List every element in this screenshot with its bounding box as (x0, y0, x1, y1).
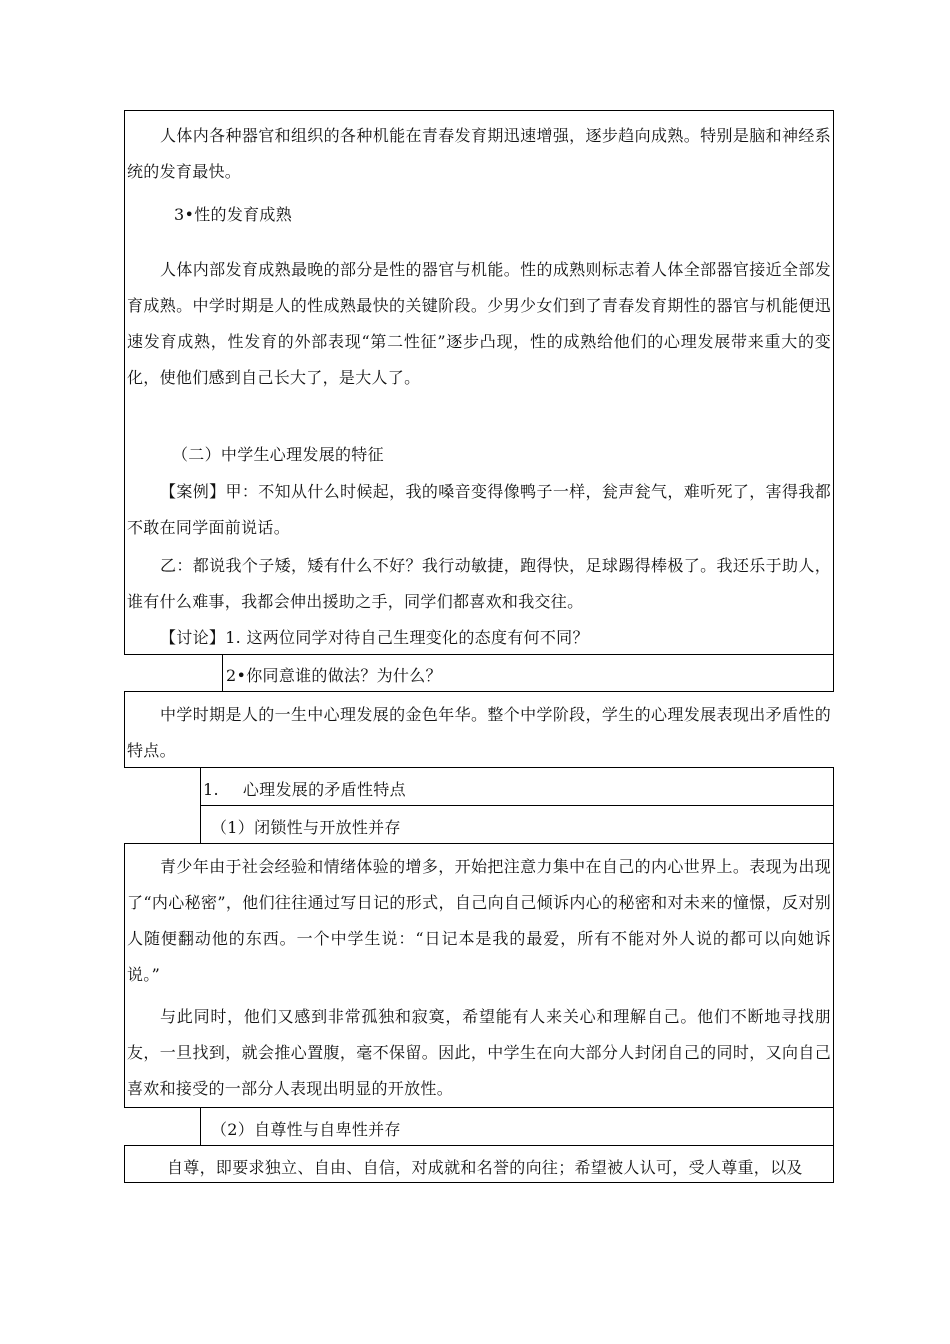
heading-text: 心理发展的矛盾性特点 (242, 780, 406, 799)
paragraph-loneliness: 与此同时，他们又感到非常孤独和寂寞，希望能有人来关心和理解自己。他们不断地寻找朋友，一旦找到，就会推心置腹，毫不保留。因此，中学生在向大部分人封闭自己的同时，又向自己喜欢和接受的一部分人表现出明显的开放性。 (127, 1007, 831, 1098)
table-border-left-6 (124, 843, 125, 1107)
section-title-psych-development: （二）中学生心理发展的特征 (172, 445, 384, 464)
table-border-right-1 (833, 110, 834, 654)
paragraph-intro: 中学时期是人的一生中心理发展的金色年华。整个中学阶段，学生的心理发展表现出矛盾性的特点。 (127, 705, 831, 760)
case-student-b: 乙：都说我个子矮，矮有什么不好？我行动敏捷，跑得快，足球踢得棒极了。我还乐于助人，谁有什么难事，我都会伸出援助之手，同学们都喜欢和我交往。 (127, 556, 831, 611)
table-border-right-7 (833, 1107, 834, 1145)
paragraph-inner-secret: 青少年由于社会经验和情绪体验的增多，开始把注意力集中在自己的内心世界上。表现为出现了“内心秘密”，他们往往通过写日记的形式，自己向自己倾诉内心的秘密和对未来的憧憬，反对别人随便翻动他的东西。一个中学生说：“日记本是我的最爱，所有不能对外人说的都可以向她诉说。” (127, 857, 831, 984)
table-rule (124, 1107, 834, 1108)
table-border-top (124, 110, 834, 111)
table-border-right-6 (833, 843, 834, 1107)
paragraph-self-esteem: 自尊，即要求独立、自由、自信，对成就和名誉的向往；希望被人认可，受人尊重，以及 (167, 1158, 803, 1177)
table-border-left-4 (200, 767, 201, 805)
table-border-left-2 (222, 654, 223, 691)
paragraph-sexual-maturity: 人体内部发育成熟最晚的部分是性的器官与机能。性的成熟则标志着人体全部器官接近全部发育成熟。中学时期是人的性成熟最快的关键阶段。少男少女们到了青春发育期性的器官与机能便迅速发育成熟，性发育的外部表现“第二性征”逐步凸现，性的成熟给他们的心理发展带来重大的变化，使他们感到自己长大了，是大人了。 (127, 260, 831, 387)
table-border-right-2 (833, 654, 834, 691)
paragraph-organ-function: 人体内各种器官和组织的各种机能在青春发育期迅速增强，逐步趋向成熟。特别是脑和神经系统的发育最快。 (127, 126, 831, 181)
subheading-self-esteem: （2）自尊性与自卑性并存 (211, 1120, 401, 1139)
table-border-left-3 (124, 691, 125, 767)
discussion-question-1: 【讨论】1. 这两位同学对待自己生理变化的态度有何不同？ (160, 628, 589, 647)
table-border-left-7 (200, 1107, 201, 1145)
heading-sexual-maturity: 3•性的发育成熟 (174, 205, 293, 224)
heading-number: 1. (203, 780, 219, 799)
table-border-left-1 (124, 110, 125, 654)
table-border-left-5 (200, 805, 201, 843)
table-border-right-8 (833, 1145, 834, 1182)
table-border-right-5 (833, 805, 834, 843)
subheading-closed-open: （1）闭锁性与开放性并存 (211, 818, 401, 837)
case-student-a: 【案例】甲：不知从什么时候起，我的嗓音变得像鸭子一样，瓮声瓮气，难听死了，害得我都不敢在同学面前说话。 (127, 482, 831, 537)
heading-contradiction (203, 772, 803, 808)
table-border-right-4 (833, 767, 834, 805)
table-border-left-8 (124, 1145, 125, 1182)
discussion-question-2: 2•你同意谁的做法？为什么？ (226, 666, 442, 685)
